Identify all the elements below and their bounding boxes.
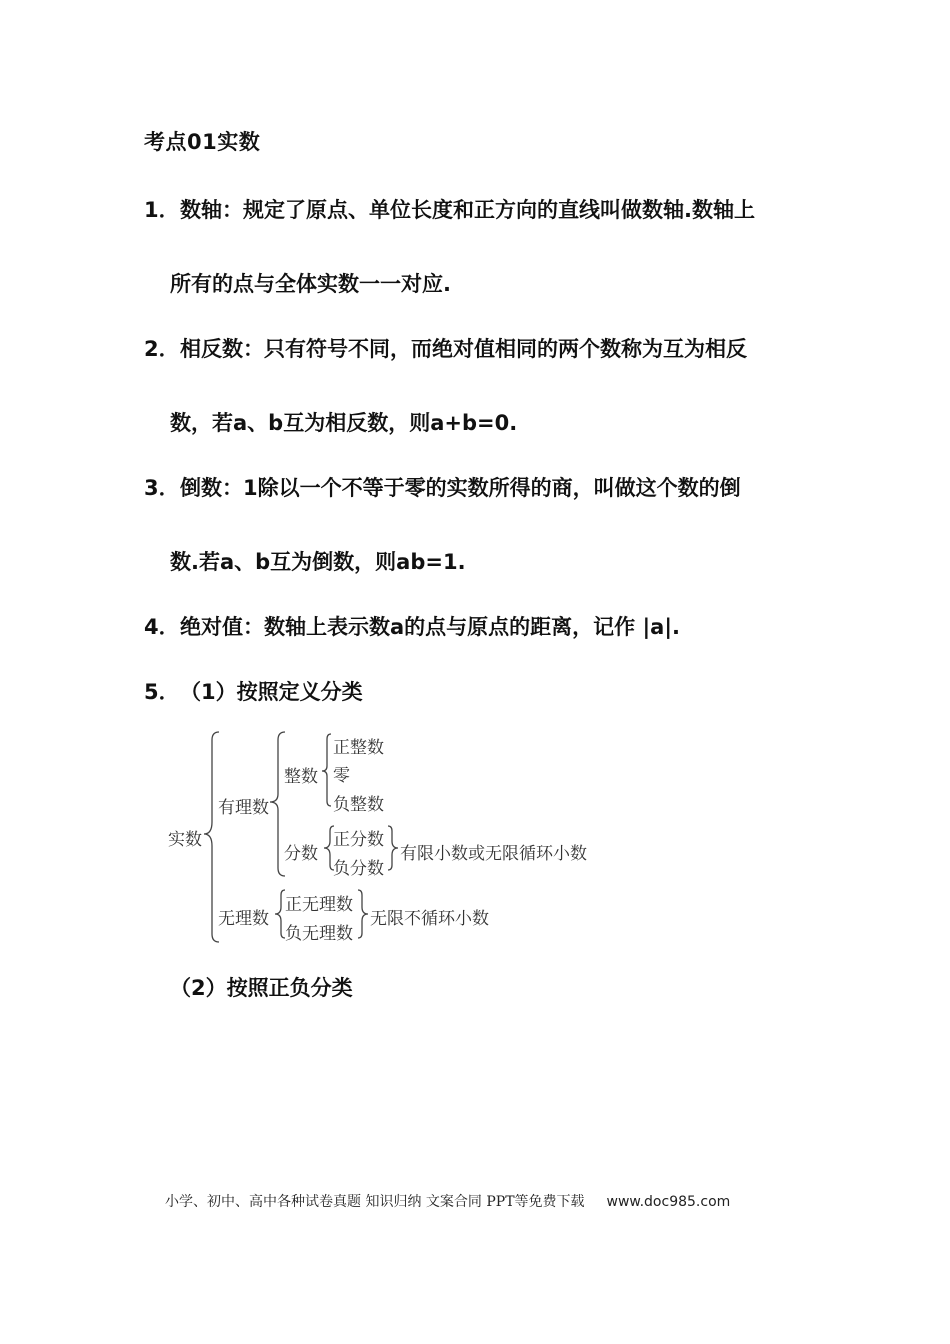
item-text-line1: 相反数：只有符号不同，而绝对值相同的两个数称为互为相反 bbox=[180, 337, 747, 361]
item-reciprocal bbox=[144, 472, 824, 574]
item-text-line2: 数.若a、b互为倒数，则ab=1. bbox=[170, 550, 466, 574]
negative-irrational-label: 负无理数 bbox=[285, 924, 353, 944]
rational-brace bbox=[270, 732, 285, 876]
real-number-label: 实数 bbox=[168, 830, 202, 850]
irrational-number-label: 无理数 bbox=[218, 909, 269, 929]
item-number: 2． bbox=[144, 337, 180, 361]
rational-number-label: 有理数 bbox=[218, 798, 269, 818]
positive-fraction-label: 正分数 bbox=[333, 830, 384, 850]
positive-irrational-label: 正无理数 bbox=[285, 895, 353, 915]
item-number-line bbox=[144, 194, 824, 296]
item-text-line1: 绝对值：数轴上表示数a的点与原点的距离，记作 |a|. bbox=[180, 615, 680, 639]
irrational-right-brace bbox=[358, 890, 368, 938]
section-heading: 考点01实数 bbox=[144, 130, 261, 154]
zero-label: 零 bbox=[333, 766, 350, 786]
item-absolute-value bbox=[144, 611, 824, 641]
negative-integer-label: 负整数 bbox=[333, 795, 384, 815]
fraction-label: 分数 bbox=[284, 844, 318, 864]
item-text-line1: 数轴：规定了原点、单位长度和正方向的直线叫做数轴.数轴上 bbox=[180, 198, 755, 222]
page-footer bbox=[165, 1191, 730, 1211]
root-brace bbox=[204, 732, 219, 942]
positive-integer-label: 正整数 bbox=[333, 738, 384, 758]
item-text-line1: （1）按照定义分类 bbox=[180, 680, 363, 704]
item-text-line2: 所有的点与全体实数一一对应. bbox=[170, 272, 451, 296]
item-classification bbox=[144, 676, 824, 706]
irrational-brace bbox=[275, 890, 285, 938]
item-text-line1: 倒数：1除以一个不等于零的实数所得的商，叫做这个数的倒 bbox=[180, 476, 741, 500]
item-number: 3． bbox=[144, 476, 180, 500]
footer-text: 小学、初中、高中各种试卷真题 知识归纳 文案合同 PPT等免费下载 bbox=[165, 1194, 585, 1210]
classification-diagram bbox=[160, 722, 620, 952]
fraction-note: 有限小数或无限循环小数 bbox=[400, 844, 587, 864]
item-opposite-number bbox=[144, 333, 824, 435]
footer-url[interactable]: www.doc985.com bbox=[606, 1194, 731, 1210]
item-number: 4． bbox=[144, 615, 180, 639]
irrational-note: 无限不循环小数 bbox=[370, 909, 489, 929]
integer-label: 整数 bbox=[284, 767, 318, 787]
item-number: 5． bbox=[144, 680, 180, 704]
fraction-right-brace bbox=[388, 826, 398, 870]
item-number: 1． bbox=[144, 198, 180, 222]
negative-fraction-label: 负分数 bbox=[333, 859, 384, 879]
item-text-line2: 数，若a、b互为相反数，则a+b=0. bbox=[170, 411, 518, 435]
sub-heading-sign-classification: （2）按照正负分类 bbox=[170, 976, 353, 1000]
integer-brace bbox=[322, 734, 331, 806]
